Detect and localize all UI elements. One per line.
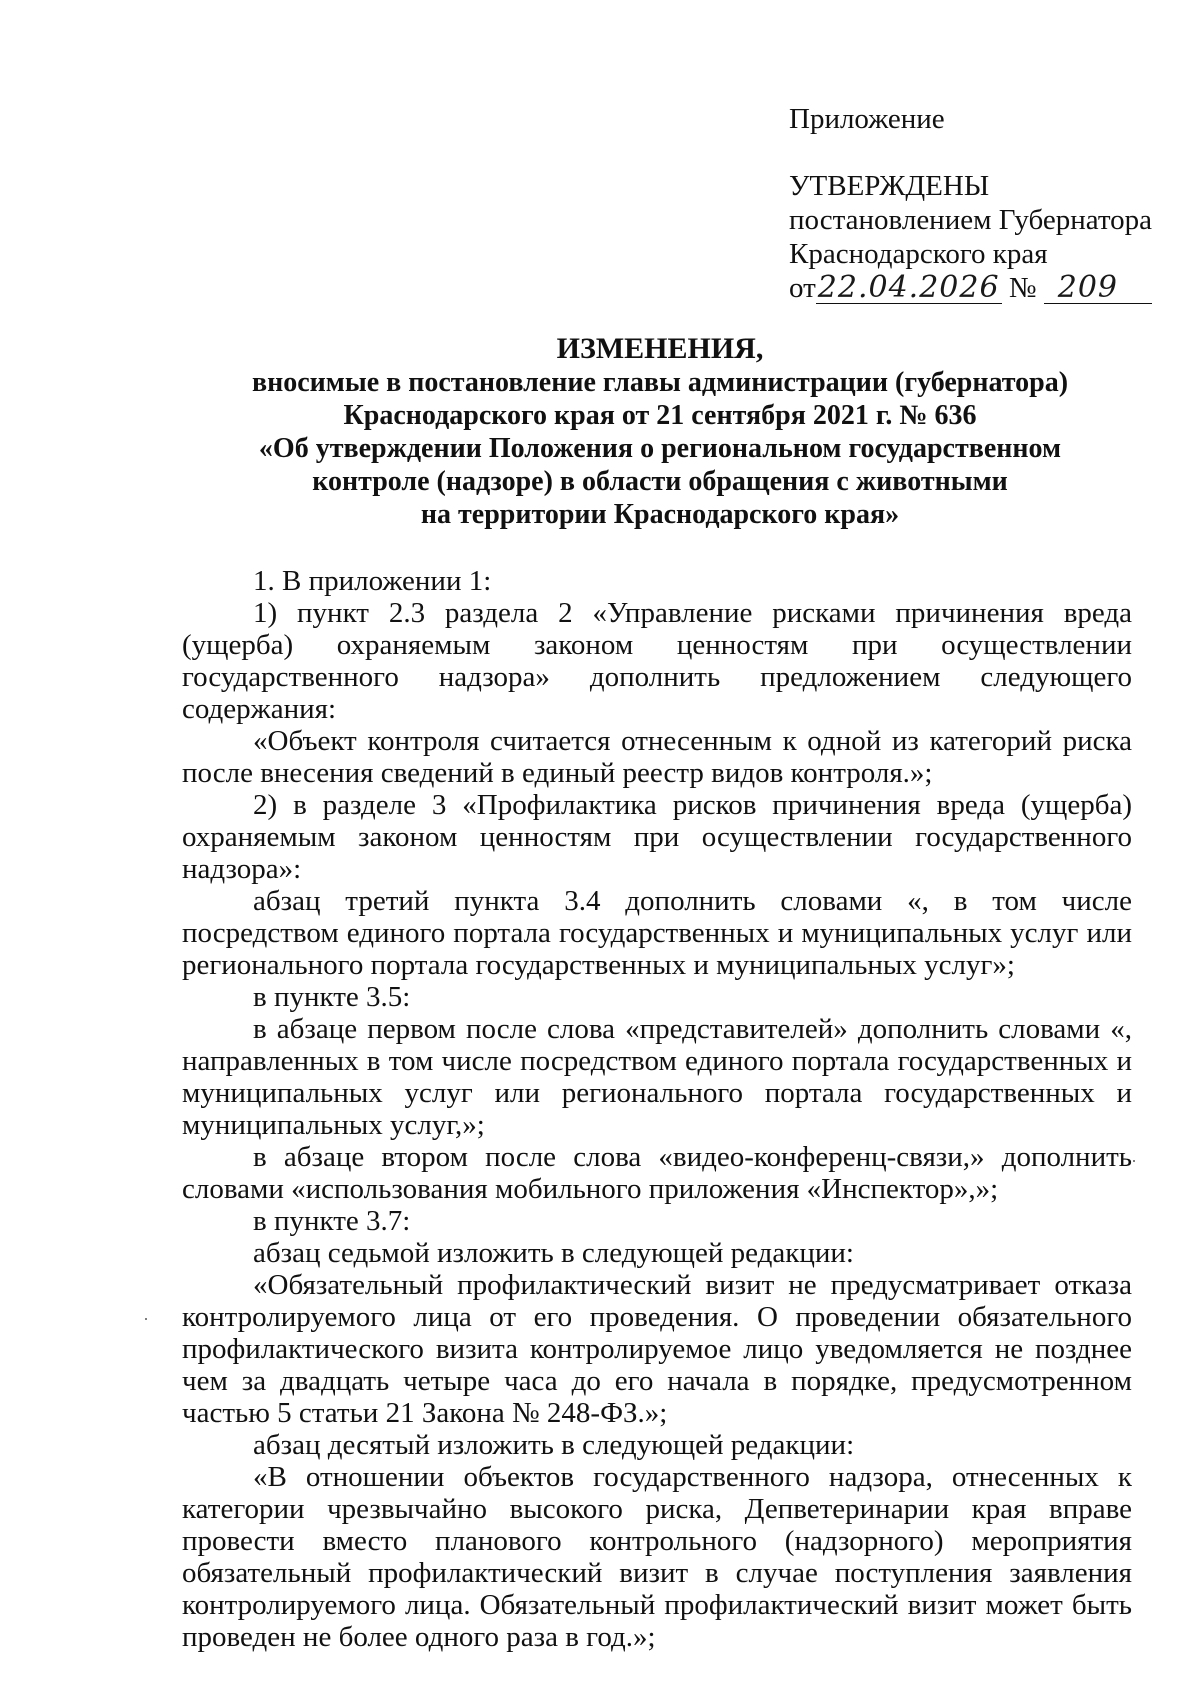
scan-speck bbox=[145, 1318, 147, 1320]
title-line: контроле (надзоре) в области обращения с животными bbox=[312, 466, 1008, 497]
paragraph: в пункте 3.5: bbox=[253, 981, 411, 1013]
handwritten-date: 22.04.2026 bbox=[817, 270, 1000, 305]
date-prefix: от bbox=[789, 272, 816, 304]
title-line: на территории Краснодарского края» bbox=[420, 499, 900, 530]
scan-speck bbox=[1133, 1160, 1135, 1162]
approved-by-line-2: Краснодарского края bbox=[789, 238, 1048, 270]
paragraph: «Обязательный профилактический визит не предусматривает отказа контролируемого лица от его проведения. О проведении обязательного профилактического визита контролируемое лицо уведомляется не позднее чем за двадцать четыре часа до его начала в порядке, предусмотренном частью 5 статьи 21 Закона № 248-ФЗ.»; bbox=[182, 1269, 1132, 1429]
paragraph: 1. В приложении 1: bbox=[253, 565, 492, 597]
title-heading: ИЗМЕНЕНИЯ, bbox=[556, 332, 764, 365]
document-body bbox=[182, 565, 1132, 1653]
number-sign: № bbox=[1008, 272, 1037, 304]
paragraph: в абзаце втором после слова «видео-конференц-связи,» дополнить словами «использования мобильного приложения «Инспектор»,»; bbox=[182, 1141, 1132, 1205]
approval-stamp-block bbox=[789, 102, 1169, 305]
title-line: Краснодарского края от 21 сентября 2021 г. № 636 bbox=[343, 400, 977, 431]
handwritten-number: 209 bbox=[1044, 273, 1152, 304]
paragraph: «В отношении объектов государственного надзора, отнесенных к категории чрезвычайно высокого риска, Депветеринарии края вправе провести вместо планового контрольного (надзорного) мероприятия обязательный профилактический визит в случае поступления заявления контролируемого лица. Обязательный профилактический визит может быть проведен не более одного раза в год.»; bbox=[182, 1461, 1132, 1653]
paragraph: «Объект контроля считается отнесенным к одной из категорий риска после внесения сведений в единый реестр видов контроля.»; bbox=[182, 725, 1132, 789]
paragraph: в абзаце первом после слова «представителей» дополнить словами «, направленных в том числе посредством единого портала государственных и муниципальных услуг или регионального портала государственных и муниципальных услуг,»; bbox=[182, 1013, 1132, 1141]
approved-label: УТВЕРЖДЕНЫ bbox=[789, 170, 990, 202]
paragraph: в пункте 3.7: bbox=[253, 1205, 411, 1237]
approval-date-number-line bbox=[789, 271, 1169, 305]
paragraph: абзац седьмой изложить в следующей редакции: bbox=[253, 1237, 854, 1269]
title-line: «Об утверждении Положения о региональном государственном bbox=[258, 433, 1062, 464]
document-title bbox=[180, 332, 1140, 531]
paragraph: абзац третий пункта 3.4 дополнить словами «, в том числе посредством единого портала государственных и муниципальных услуг или регионального портала государственных и муниципальных услуг»; bbox=[182, 885, 1132, 981]
paragraph: 2) в разделе 3 «Профилактика рисков причинения вреда (ущерба) охраняемым законом ценностям при осуществлении государственного надзора»: bbox=[182, 789, 1132, 885]
paragraph: 1) пункт 2.3 раздела 2 «Управление рисками причинения вреда (ущерба) охраняемым законом ценностям при осуществлении государственного надзора» дополнить предложением следующего содержания: bbox=[182, 597, 1132, 725]
appendix-label: Приложение bbox=[789, 103, 945, 135]
approved-by-line-1: постановлением Губернатора bbox=[789, 204, 1153, 236]
title-line: вносимые в постановление главы администрации (губернатора) bbox=[251, 367, 1069, 398]
paragraph: абзац десятый изложить в следующей редакции: bbox=[253, 1429, 855, 1461]
